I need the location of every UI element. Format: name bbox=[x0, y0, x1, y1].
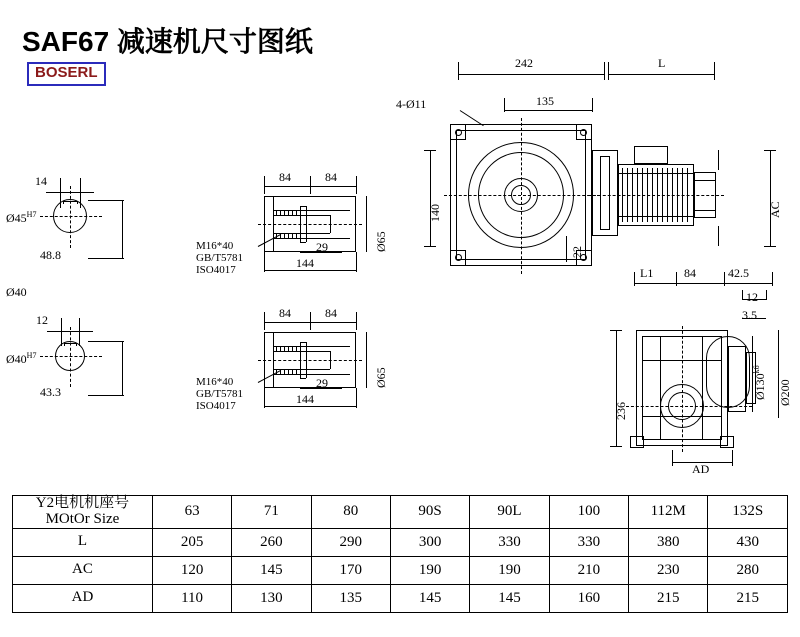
table-cell: 90L bbox=[470, 496, 549, 529]
note-standard1-top: GB/T5781 bbox=[196, 252, 244, 264]
dim-d200: Ø200 bbox=[778, 379, 792, 406]
table-row-label-line2: MOtOr Size bbox=[45, 510, 120, 527]
table-cell: 215 bbox=[628, 584, 707, 612]
table-cell: 100 bbox=[549, 496, 628, 529]
table-cell: 132S bbox=[708, 496, 788, 529]
table-cell: 145 bbox=[232, 556, 311, 584]
dim-key-width-top: 14 bbox=[35, 174, 47, 188]
table-row-label bbox=[13, 496, 153, 529]
dim-d65-top: Ø65 bbox=[374, 231, 388, 252]
note-standard2-bottom: ISO4017 bbox=[196, 400, 236, 412]
table-cell: 145 bbox=[390, 584, 469, 612]
dim-AD: AD bbox=[692, 462, 710, 476]
table-row-label-line1: Y2电机机座号 bbox=[35, 495, 130, 511]
fit-tolerance-bottom: H7 bbox=[26, 351, 37, 360]
table-row bbox=[13, 528, 788, 556]
table-cell: 120 bbox=[152, 556, 231, 584]
shaft-circle-bottom bbox=[55, 341, 85, 371]
dim-12: 12 bbox=[746, 290, 758, 304]
dim-144-top: 144 bbox=[296, 256, 314, 270]
table-cell: 160 bbox=[549, 584, 628, 612]
table-cell: 80 bbox=[311, 496, 390, 529]
dim-key-width-bottom: 12 bbox=[36, 313, 48, 327]
dim-3-5: 3.5 bbox=[742, 308, 757, 322]
page-title: SAF67 减速机尺寸图纸 bbox=[22, 26, 313, 57]
table-cell: 190 bbox=[470, 556, 549, 584]
table-row bbox=[13, 496, 788, 529]
table-cell: 330 bbox=[549, 528, 628, 556]
table-cell: 290 bbox=[311, 528, 390, 556]
table-cell: 430 bbox=[708, 528, 788, 556]
dim-84-top-right: 84 bbox=[325, 170, 337, 184]
dim-135: 135 bbox=[536, 94, 554, 108]
note-4xd11: 4-Ø11 bbox=[396, 97, 427, 111]
dim-29-bottom: 29 bbox=[316, 376, 328, 390]
note-thread-bottom: M16*40 bbox=[196, 376, 234, 388]
dim-bore-bottom: $Ø40^{H7}$ bbox=[6, 351, 37, 366]
dim-84-bottom-left: 84 bbox=[279, 306, 291, 320]
table-cell: 190 bbox=[390, 556, 469, 584]
table-cell: 135 bbox=[311, 584, 390, 612]
table-cell: 215 bbox=[708, 584, 788, 612]
table-cell: 71 bbox=[232, 496, 311, 529]
table-cell: 170 bbox=[311, 556, 390, 584]
dim-L1: L1 bbox=[640, 266, 654, 280]
note-standard2-top: ISO4017 bbox=[196, 264, 236, 276]
dim-140: 140 bbox=[428, 204, 442, 222]
table-row-label: L bbox=[13, 528, 153, 556]
dim-84-bottom-right: 84 bbox=[325, 306, 337, 320]
dim-43-3: 43.3 bbox=[40, 385, 61, 399]
table-cell: 300 bbox=[390, 528, 469, 556]
fit-tolerance-top: H7 bbox=[26, 210, 37, 219]
note-thread-top: M16*40 bbox=[196, 240, 234, 252]
dim-42-5: 42.5 bbox=[728, 266, 749, 280]
table-row bbox=[13, 584, 788, 612]
table-row-label: AC bbox=[13, 556, 153, 584]
dim-AC: AC bbox=[768, 201, 782, 218]
dim-29-top: 29 bbox=[316, 240, 328, 254]
table-cell: 280 bbox=[708, 556, 788, 584]
dim-236: 236 bbox=[614, 402, 628, 420]
dim-L-front: L bbox=[658, 56, 666, 70]
dim-d130: $Ø130^{k6}$ bbox=[752, 365, 767, 400]
table-cell: 110 bbox=[152, 584, 231, 612]
brand-logo: BOSERL bbox=[27, 62, 106, 86]
dim-bore-top: $Ø45^{H7}$ bbox=[6, 210, 37, 225]
dim-d130-tolerance: k6 bbox=[752, 365, 761, 374]
dimension-table bbox=[12, 495, 788, 613]
dim-d65-bottom: Ø65 bbox=[374, 367, 388, 388]
table-cell: 260 bbox=[232, 528, 311, 556]
note-standard1-bottom: GB/T5781 bbox=[196, 388, 244, 400]
side-spigot-circle bbox=[706, 336, 750, 408]
table-cell: 145 bbox=[470, 584, 549, 612]
table-cell: 130 bbox=[232, 584, 311, 612]
table-row-label: AD bbox=[13, 584, 153, 612]
dim-84-side: 84 bbox=[684, 266, 696, 280]
table-cell: 210 bbox=[549, 556, 628, 584]
table-cell: 330 bbox=[470, 528, 549, 556]
table-cell: 63 bbox=[152, 496, 231, 529]
dim-144-bottom: 144 bbox=[296, 392, 314, 406]
table-cell: 205 bbox=[152, 528, 231, 556]
table-cell: 230 bbox=[628, 556, 707, 584]
table-row bbox=[13, 556, 788, 584]
terminal-box bbox=[634, 146, 668, 164]
dim-22: 22 bbox=[570, 246, 584, 258]
dim-84-top-left: 84 bbox=[279, 170, 291, 184]
table-cell: 112M bbox=[628, 496, 707, 529]
dim-alt-bore: Ø40 bbox=[6, 285, 27, 299]
shaft-circle-top bbox=[53, 199, 87, 233]
table-cell: 380 bbox=[628, 528, 707, 556]
dim-48-8: 48.8 bbox=[40, 248, 61, 262]
dim-242: 242 bbox=[515, 56, 533, 70]
table-cell: 90S bbox=[390, 496, 469, 529]
